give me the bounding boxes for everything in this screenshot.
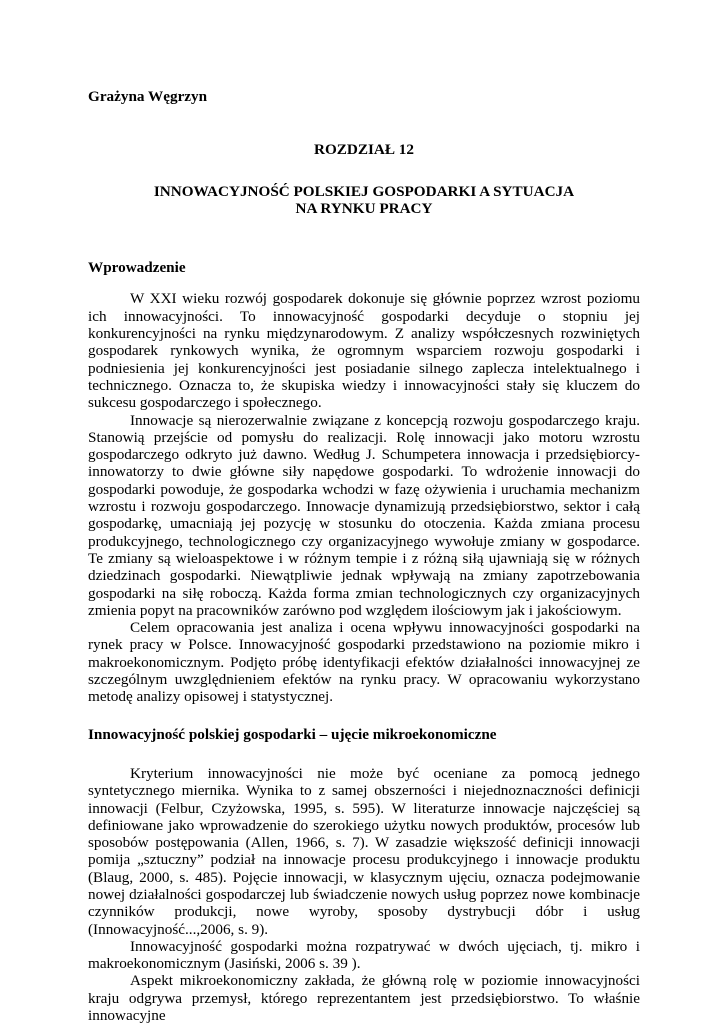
- paragraph: Innowacje są nierozerwalnie związane z koncepcją rozwoju gospodarczego kraju. Stanowią przejście od pomysłu do realizacji. Rolę innowacji jako motoru wzrostu gospodarczego odkryto już dawno. Według J. Schumpetera innowacja i przedsiębiorcy-innowatorzy to dwie główne siły napędowe gospodarki. To wdrożenie innowacji do gospodarki powoduje, że gospodarka wchodzi w fazę ożywienia i uruchamia mechanizm wzrostu i rozwoju gospodarczego. Innowacje dynamizują przedsiębiorstwo, sektor i całą gospodarkę, umacniają jej pozycję w stosunku do otoczenia. Każda zmiana procesu produkcyjnego, technologicznego czy organizacyjnego wywołuje zmiany w gospodarce. Te zmiany są wieloaspektowe i w różnym tempie i z różną siłą ujawniają się w różnych dziedzinach gospodarki. Niewątpliwie jednak wpływają na zmiany zapotrzebowania gospodarki na siłę roboczą. Każda forma zmian technologicznych czy organizacyjnych zmienia popyt na pracowników zarówno pod względem ilościowym jak i jakościowym.: [88, 411, 640, 619]
- section-body-introduction: [88, 290, 640, 705]
- chapter-title-line: NA RYNKU PRACY: [295, 199, 433, 217]
- chapter-title-line: INNOWACYJNOŚĆ POLSKIEJ GOSPODARKI A SYTUACJA: [153, 182, 575, 200]
- paragraph: Celem opracowania jest analiza i ocena wpływu innowacyjności gospodarki na rynek pracy w Polsce. Innowacyjność gospodarki przedstawiono na poziomie mikro i makroekonomicznym. Podjęto próbę identyfikacji efektów działalności innowacyjnej ze szczególnym uwzględnieniem efektów na rynku pracy. W opracowaniu wykorzystano metodę analizy opisowej i statystycznej.: [88, 619, 640, 706]
- chapter-title: [88, 183, 640, 218]
- section-heading-introduction: Wprowadzenie: [88, 259, 186, 277]
- chapter-heading: ROZDZIAŁ 12: [313, 141, 414, 159]
- author-name: Grażyna Węgrzyn: [88, 88, 208, 105]
- document-page: [88, 88, 640, 1024]
- paragraph: Kryterium innowacyjności nie może być oceniane za pomocą jednego syntetycznego miernika. Wynika to z samej obszerności i niejednoznaczności definicji innowacji (Felbur, Czyżowska, 1995, s. 595). W literaturze innowacje najczęściej są definiowane jako wprowadzenie do szerokiego użytku nowych produktów, procesów lub sposobów postępowania (Allen, 1966, s. 7). W zasadzie większość definicji innowacji pomija „sztuczny” podział na innowacje procesu produkcyjnego i innowacje produktu (Blaug, 2000, s. 485). Pojęcie innowacji, w klasycznym ujęciu, oznacza podejmowanie nowej działalności gospodarczej lub świadczenie nowych usług poprzez nowe kombinacje czynników produkcji, nowe wyroby, sposoby dystrybucji dóbr i usług (Innowacyjność...,2006, s. 9).: [88, 764, 640, 938]
- paragraph: Aspekt mikroekonomiczny zakłada, że główną rolę w poziomie innowacyjności kraju odgrywa przemysł, którego reprezentantem jest przedsiębiorstwo. To właśnie innowacyjne: [88, 972, 640, 1024]
- paragraph: W XXI wieku rozwój gospodarek dokonuje się głównie poprzez wzrost poziomu ich innowacyjności. To innowacyjność gospodarki decyduje o stopniu jej konkurencyjności na rynku międzynarodowym. Z analizy współczesnych rozwiniętych gospodarek rynkowych wynika, że ogromnym wsparciem rozwoju gospodarki i podniesienia jej konkurencyjności jest posiadanie silnego zaplecza intelektualnego i technicznego. Oznacza to, że skupiska wiedzy i innowacyjności stały się kluczem do sukcesu gospodarczego i społecznego.: [88, 290, 640, 412]
- paragraph: Innowacyjność gospodarki można rozpatrywać w dwóch ujęciach, tj. mikro i makroekonomicznym (Jasiński, 2006 s. 39 ).: [88, 937, 640, 973]
- section-body-microeconomic: [88, 765, 640, 1024]
- section-heading-microeconomic: Innowacyjność polskiej gospodarki – ujęcie mikroekonomiczne: [88, 725, 497, 743]
